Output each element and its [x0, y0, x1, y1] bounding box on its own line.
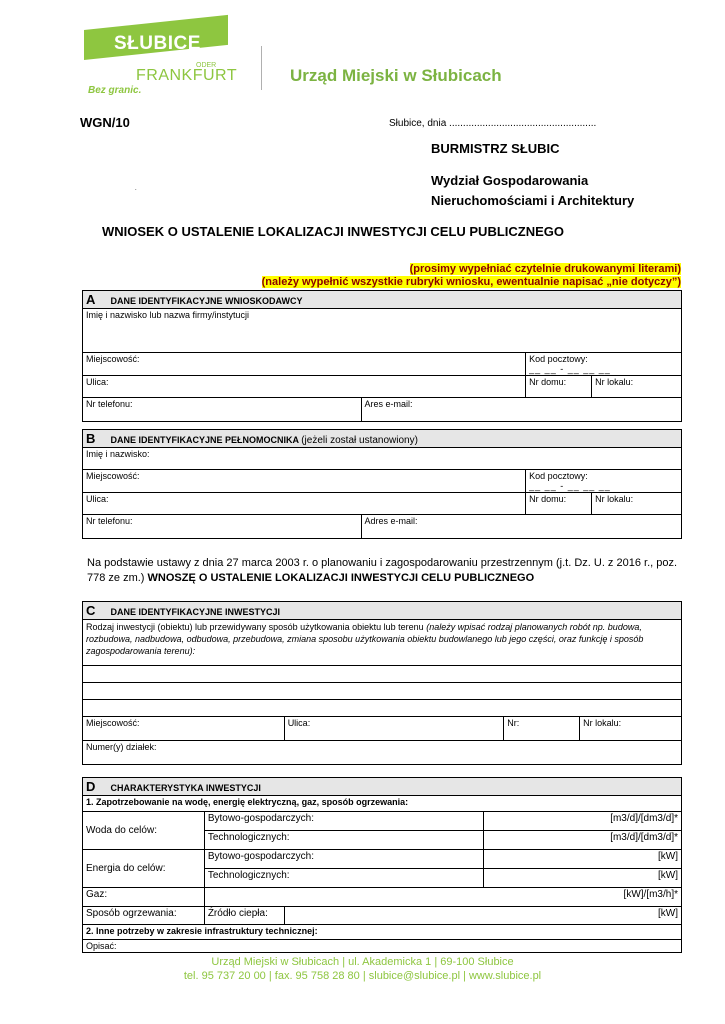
logo-text-slubice: SŁUBICE [114, 33, 201, 54]
investment-city-field[interactable] [83, 717, 285, 741]
energy-tech-input[interactable] [484, 869, 682, 888]
infrastructure-subheading [83, 925, 682, 940]
energy-tech-text: Technologicznych: [207, 870, 290, 881]
energy-label-text: Energia do celów: [86, 863, 166, 874]
investment-type-note: (należy wpisać rodzaj planowanych robót np. budowa, rozbudowa, nadbudowa, odbudowa, przebudowa, zmiana sposobu użytkowania obiektu budowlanego lub jego części, oraz funkcję i sposób zagospodarowania terenu): [86, 622, 644, 656]
footer-contact: tel. 95 737 20 00 | fax. 95 758 28 80 | slubice@slubice.pl | www.slubice.pl [183, 970, 542, 982]
section-a-table [82, 290, 682, 422]
heating-label-text: Sposób ogrzewania: [86, 908, 177, 919]
proxy-email-field[interactable] [361, 515, 681, 539]
proxy-flat-field[interactable] [592, 493, 682, 515]
department-line-2: Nieruchomościami i Architektury [431, 193, 635, 208]
applicant-flat-label: Nr lokalu: [595, 377, 634, 387]
energy-household-unit: [kW] [658, 851, 678, 862]
legal-basis-text: Na podstawie ustawy z dnia 27 marca 2003 r. o planowaniu i zagospodarowaniu przestrzennym (j.t. Dz. U. z 2016 r., poz. 778 ze zm.) [87, 557, 678, 584]
applicant-email-label: Ares e-mail: [364, 399, 413, 409]
section-b-letter: B [86, 431, 96, 446]
proxy-phone-field[interactable] [83, 515, 362, 539]
water-tech-label [204, 831, 483, 850]
water-household-input[interactable] [484, 812, 682, 831]
proxy-house-field[interactable] [526, 493, 592, 515]
applicant-house-label: Nr domu: [529, 377, 567, 387]
water-household-unit: [m3/d]/[dm3/d]* [610, 813, 678, 824]
water-tech-input[interactable] [484, 831, 682, 850]
section-b-table [82, 429, 682, 539]
energy-household-label [204, 850, 483, 869]
energy-household-text: Bytowo-gospodarczych: [207, 851, 314, 862]
utilities-subheading [83, 796, 682, 812]
investment-city-label: Miejscowość: [86, 718, 140, 728]
note-fill-all [262, 276, 681, 288]
header-divider [261, 46, 262, 90]
energy-tech-label [204, 869, 483, 888]
proxy-street-label: Ulica: [86, 494, 109, 504]
heat-source-unit: [kW] [658, 908, 678, 919]
proxy-phone-label: Nr telefonu: [86, 516, 133, 526]
investment-flat-label: Nr lokalu: [583, 718, 622, 728]
form-title: WNIOSEK O USTALENIE LOKALIZACJI INWESTYCJI CELU PUBLICZNEGO [102, 224, 564, 239]
applicant-postal-field[interactable] [526, 353, 682, 376]
water-tech-unit: [m3/d]/[dm3/d]* [610, 832, 678, 843]
stray-dot: . [135, 186, 137, 192]
applicant-flat-field[interactable] [592, 376, 682, 398]
gas-label-text: Gaz: [86, 889, 108, 900]
applicant-city-label: Miejscowość: [86, 354, 140, 364]
document-code: WGN/10 [80, 115, 130, 130]
heating-label [83, 907, 205, 925]
proxy-street-field[interactable] [83, 493, 526, 515]
applicant-street-field[interactable] [83, 376, 526, 398]
energy-tech-unit: [kW] [658, 870, 678, 881]
section-a-header [83, 291, 682, 309]
footer-address: Urząd Miejski w Słubicach | ul. Akademicka 1 | 69-100 Słubice [211, 956, 514, 968]
section-d-letter: D [86, 779, 96, 794]
section-b-title: DANE IDENTYFIKACYJNE PEŁNOMOCNIKA [110, 435, 299, 445]
department-line-1: Wydział Gospodarowania [431, 173, 589, 188]
proxy-email-label: Adres e-mail: [364, 516, 418, 526]
proxy-house-label: Nr domu: [529, 494, 567, 504]
section-a-title: DANE IDENTYFIKACYJNE WNIOSKODAWCY [110, 296, 303, 306]
section-d-title: CHARAKTERYSTYKA INWESTYCJI [110, 783, 261, 793]
water-tech-text: Technologicznych: [207, 832, 290, 843]
heat-source-label [204, 907, 284, 925]
section-a-letter: A [86, 292, 96, 307]
investment-street-field[interactable] [284, 717, 504, 741]
energy-household-input[interactable] [484, 850, 682, 869]
energy-label [83, 850, 205, 888]
section-c-table [82, 601, 682, 765]
heat-source-text: Źródło ciepła: [207, 908, 268, 919]
logo-text-frankfurt: FRANKFURT [136, 67, 238, 84]
section-c-header [83, 602, 682, 620]
investment-street-label: Ulica: [287, 718, 311, 728]
applicant-house-field[interactable] [526, 376, 592, 398]
proxy-postal-label: Kod pocztowy: [529, 471, 588, 481]
infrastructure-subheading-text: 2. Inne potrzeby w zakresie infrastruktury technicznej: [86, 926, 318, 936]
investment-number-label: Nr: [507, 718, 520, 728]
legal-basis [87, 556, 682, 586]
applicant-phone-field[interactable] [83, 398, 362, 422]
note-fill-all-text: (należy wypełnić wszystkie rubryki wniosku, ewentualnie napisać „nie dotyczy”) [261, 276, 681, 288]
gas-unit: [kW]/[m3/h]* [623, 889, 678, 900]
logo-text-oder: ODER [196, 62, 217, 69]
proxy-postal-mask: __ __ - __ __ __ [529, 481, 611, 491]
addressee: BURMISTRZ SŁUBIC [431, 141, 560, 156]
proxy-city-label: Miejscowość: [86, 471, 140, 481]
applicant-email-field[interactable] [361, 398, 681, 422]
investment-type-line-2[interactable] [83, 683, 682, 700]
proxy-postal-field[interactable] [526, 470, 682, 493]
logo-tagline: Bez granic. [88, 85, 142, 96]
proxy-city-field[interactable] [83, 470, 526, 493]
applicant-name-field[interactable] [83, 309, 682, 353]
applicant-postal-label: Kod pocztowy: [529, 354, 588, 364]
water-label-text: Woda do celów: [86, 825, 157, 836]
investment-number-field[interactable] [504, 717, 580, 741]
gas-label [83, 888, 205, 907]
proxy-flat-label: Nr lokalu: [595, 494, 634, 504]
office-name: Urząd Miejski w Słubicach [290, 66, 502, 85]
section-d-table [82, 777, 682, 953]
water-label [83, 812, 205, 850]
note-block-letters [410, 263, 681, 275]
investment-type-line-3[interactable] [83, 700, 682, 717]
applicant-street-label: Ulica: [86, 377, 109, 387]
legal-basis-request: WNOSZĘ O USTALENIE LOKALIZACJI INWESTYCJI CELU PUBLICZNEGO [147, 572, 535, 584]
proxy-name-label: Imię i nazwisko: [86, 449, 150, 459]
utilities-subheading-text: 1. Zapotrzebowanie na wodę, energię elektryczną, gaz, sposób ogrzewania: [86, 797, 409, 807]
description-label: Opisać: [86, 941, 117, 951]
gas-input[interactable] [204, 888, 681, 907]
applicant-city-field[interactable] [83, 353, 526, 376]
section-c-title: DANE IDENTYFIKACYJNE INWESTYCJI [110, 607, 281, 617]
applicant-phone-label: Nr telefonu: [86, 399, 133, 409]
investment-type-label: Rodzaj inwestycji (obiektu) lub przewidywany sposób użytkowania obiektu lub terenu [86, 622, 424, 632]
section-b-subtitle: (jeżeli został ustanowiony) [301, 435, 418, 446]
plot-numbers-label: Numer(y) działek: [86, 742, 157, 752]
investment-type-field[interactable] [83, 620, 682, 666]
note-block-letters-text: (prosimy wypełniać czytelnie drukowanymi literami) [409, 263, 681, 275]
applicant-postal-mask: __ __ - __ __ __ [529, 364, 611, 374]
section-d-header [83, 778, 682, 796]
section-c-letter: C [86, 603, 96, 618]
heat-source-input[interactable] [284, 907, 681, 925]
water-household-label [204, 812, 483, 831]
city-logo [84, 30, 238, 100]
proxy-name-field[interactable] [83, 448, 682, 470]
department [431, 171, 691, 211]
place-date-field[interactable]: Słubice, dnia ..................................................... [389, 118, 597, 129]
investment-flat-field[interactable] [580, 717, 682, 741]
plot-numbers-field[interactable] [83, 741, 682, 765]
section-b-header [83, 430, 682, 448]
water-household-text: Bytowo-gospodarczych: [207, 813, 314, 824]
investment-type-line-1[interactable] [83, 666, 682, 683]
description-field[interactable] [83, 940, 682, 953]
applicant-name-label: Imię i nazwisko lub nazwa firmy/instytucji [86, 310, 250, 320]
